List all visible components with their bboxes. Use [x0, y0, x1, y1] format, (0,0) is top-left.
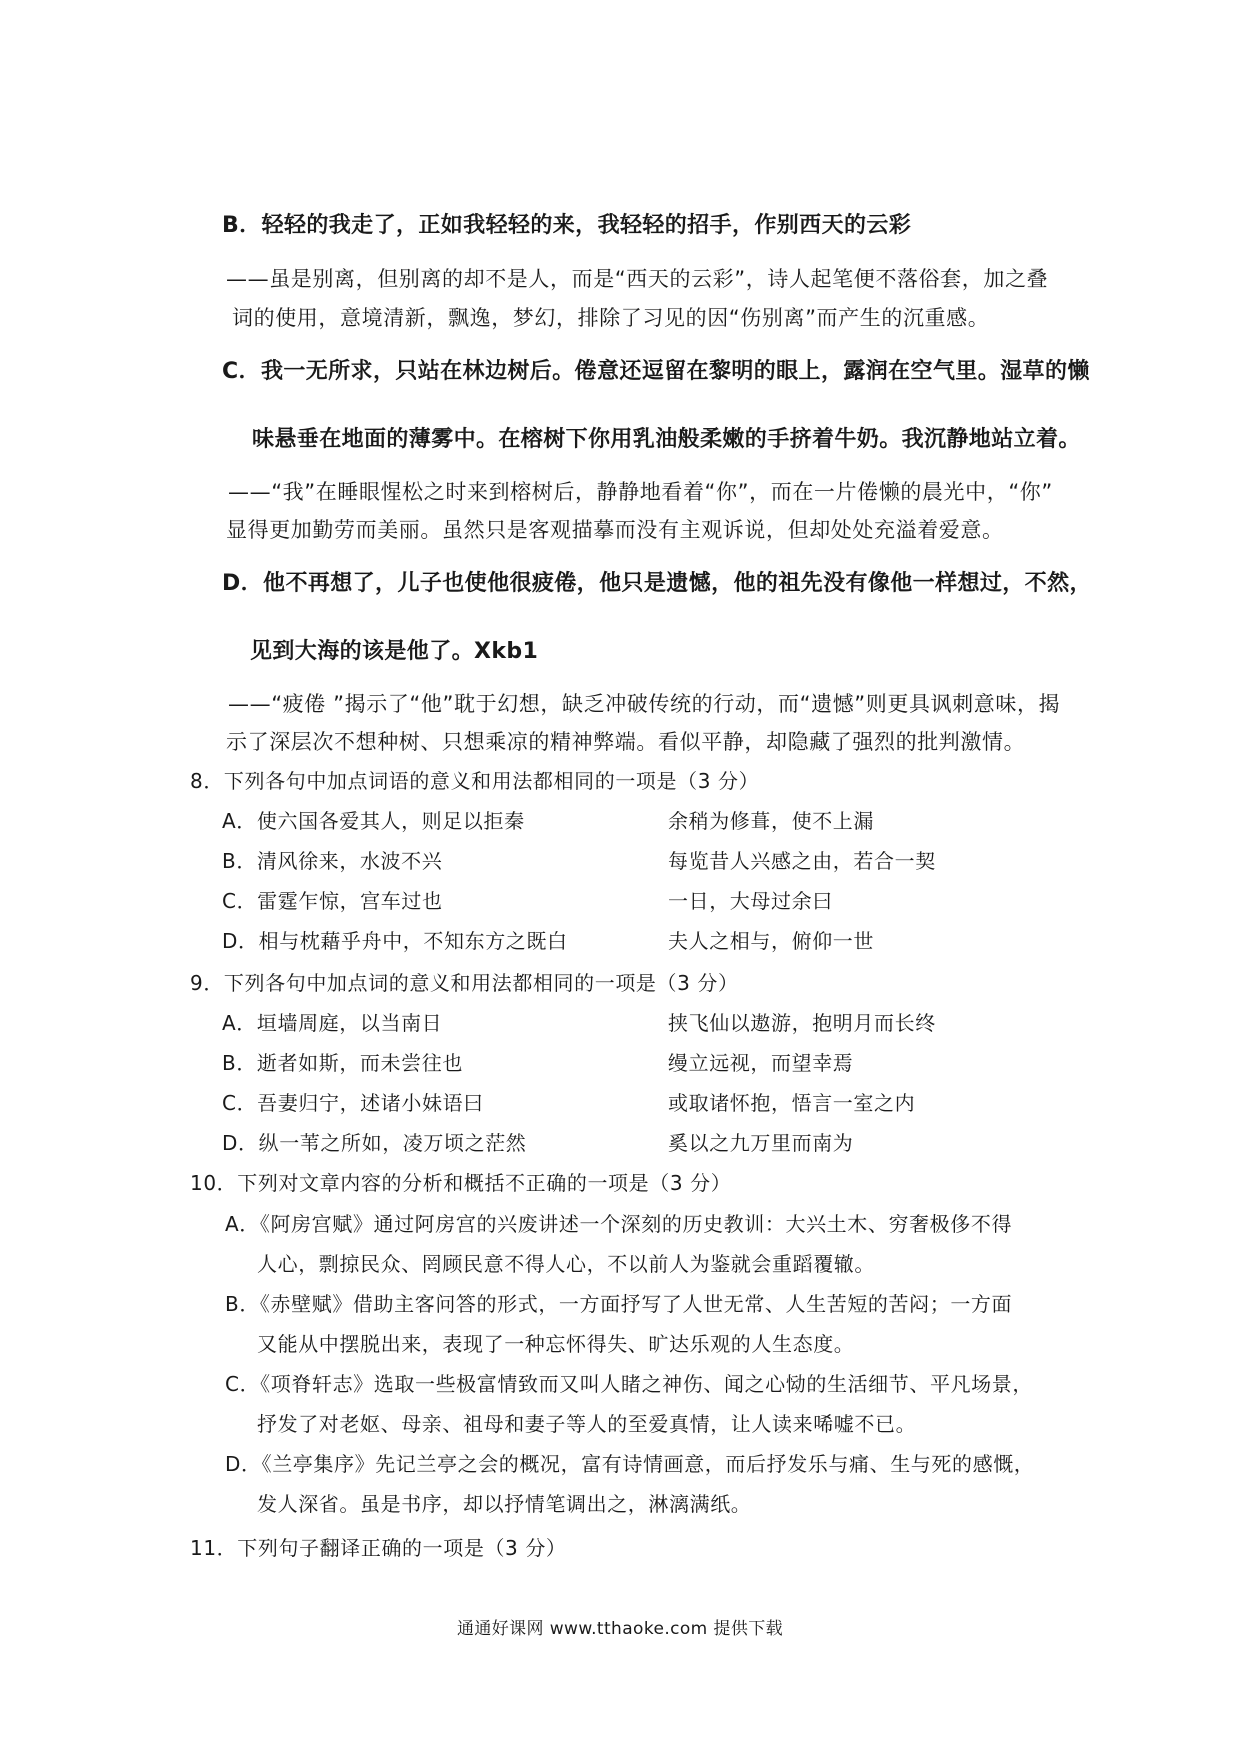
q10-option-a-line-2: 人心，剽掠民众、罔顾民意不得人心，不以前人为鉴就会重蹈覆辙。 — [257, 1252, 875, 1276]
q10-option-b-line-2: 又能从中摆脱出来，表现了一种忘怀得失、旷达乐观的人生态度。 — [257, 1332, 855, 1356]
q9-option-c-right: 或取诸怀抱，悟言一室之内 — [668, 1091, 916, 1115]
option-d-comment-line-1: ——“疲倦 ”揭示了“他”耽于幻想，缺乏冲破传统的行动，而“遗憾”则更具讽刺意味，揭 — [228, 692, 1061, 716]
option-c-comment-line-2: 显得更加勤劳而美丽。虽然只是客观描摹而没有主观诉说，但却处处充溢着爱意。 — [226, 518, 1004, 542]
option-b-poem: B．轻轻的我走了，正如我轻轻的来，我轻轻的招手，作别西天的云彩 — [222, 213, 912, 238]
q8-option-d-right: 夫人之相与，俯仰一世 — [668, 929, 874, 953]
question-11-stem: 11．下列句子翻译正确的一项是（3 分） — [190, 1536, 567, 1560]
page-footer: 通通好课网 www.tthaoke.com 提供下载 — [456, 1619, 784, 1639]
option-b-comment-line-1: ——虽是别离，但别离的却不是人，而是“西天的云彩”，诗人起笔便不落俗套，加之叠 — [226, 267, 1049, 291]
q8-option-b-left: B．清风徐来，水波不兴 — [222, 849, 443, 873]
q9-option-b-left: B．逝者如斯，而未尝往也 — [222, 1051, 463, 1075]
q10-option-d-line-2: 发人深省。虽是书序，却以抒情笔调出之，淋漓满纸。 — [257, 1492, 752, 1516]
question-10-stem: 10．下列对文章内容的分析和概括不正确的一项是（3 分） — [190, 1171, 732, 1195]
q10-option-b-line-1: B．《赤壁赋》借助主客问答的形式，一方面抒写了人世无常、人生苦短的苦闷；一方面 — [225, 1292, 1013, 1316]
option-c-comment-line-1: ——“我”在睡眼惺松之时来到榕树后，静静地看着“你”，而在一片倦懒的晨光中，“你” — [228, 480, 1053, 504]
q10-option-a-line-1: A．《阿房宫赋》通过阿房宫的兴废讲述一个深刻的历史教训：大兴土木、穷奢极侈不得 — [225, 1212, 1013, 1236]
option-d-poem-line-2: 见到大海的该是他了。Xkb1 — [250, 639, 539, 664]
question-9-stem: 9．下列各句中加点词的意义和用法都相同的一项是（3 分） — [190, 971, 739, 995]
q9-option-a-right: 挟飞仙以遨游，抱明月而长终 — [668, 1011, 936, 1035]
q10-option-c-line-2: 抒发了对老妪、母亲、祖母和妻子等人的至爱真情，让人读来唏嘘不已。 — [257, 1412, 917, 1436]
q8-option-a-right: 余稍为修葺，使不上漏 — [668, 809, 874, 833]
q8-option-a-left: A．使六国各爱其人，则足以拒秦 — [222, 809, 525, 833]
q8-option-d-left: D．相与枕藉乎舟中，不知东方之既白 — [222, 929, 568, 953]
option-d-poem-line-1: D．他不再想了，儿子也使他很疲倦，他只是遗憾，他的祖先没有像他一样想过，不然， — [222, 571, 1092, 596]
q9-option-a-left: A．垣墙周庭，以当南日 — [222, 1011, 443, 1035]
q9-option-d-right: 奚以之九万里而南为 — [668, 1131, 854, 1155]
q10-option-c-line-1: C．《项脊轩志》选取一些极富情致而又叫人睹之神伤、闻之心恸的生活细节、平凡场景， — [225, 1372, 1033, 1396]
option-c-poem-line-2: 味悬垂在地面的薄雾中。在榕树下你用乳油般柔嫩的手挤着牛奶。我沉静地站立着。 — [252, 427, 1081, 452]
q8-option-b-right: 每览昔人兴感之由，若合一契 — [668, 849, 936, 873]
question-8-stem: 8．下列各句中加点词语的意义和用法都相同的一项是（3 分） — [190, 769, 760, 793]
option-c-poem-line-1: C．我一无所求，只站在林边树后。倦意还逗留在黎明的眼上，露润在空气里。湿草的懒 — [222, 359, 1090, 384]
q8-option-c-left: C．雷霆乍惊，宫车过也 — [222, 889, 443, 913]
option-d-comment-line-2: 示了深层次不想种树、只想乘凉的精神弊端。看似平静，却隐藏了强烈的批判激情。 — [226, 730, 1026, 754]
q9-option-b-right: 缦立远视，而望幸焉 — [668, 1051, 854, 1075]
q10-option-d-line-1: D．《兰亭集序》先记兰亭之会的概况，富有诗情画意，而后抒发乐与痛、生与死的感慨， — [225, 1452, 1035, 1476]
option-b-comment-line-2: 词的使用，意境清新，飘逸，梦幻，排除了习见的因“伤别离”而产生的沉重感。 — [232, 306, 990, 330]
q9-option-c-left: C．吾妻归宁，述诸小妹语曰 — [222, 1091, 484, 1115]
q8-option-c-right: 一日，大母过余曰 — [668, 889, 833, 913]
q9-option-d-left: D．纵一苇之所如，凌万顷之茫然 — [222, 1131, 527, 1155]
